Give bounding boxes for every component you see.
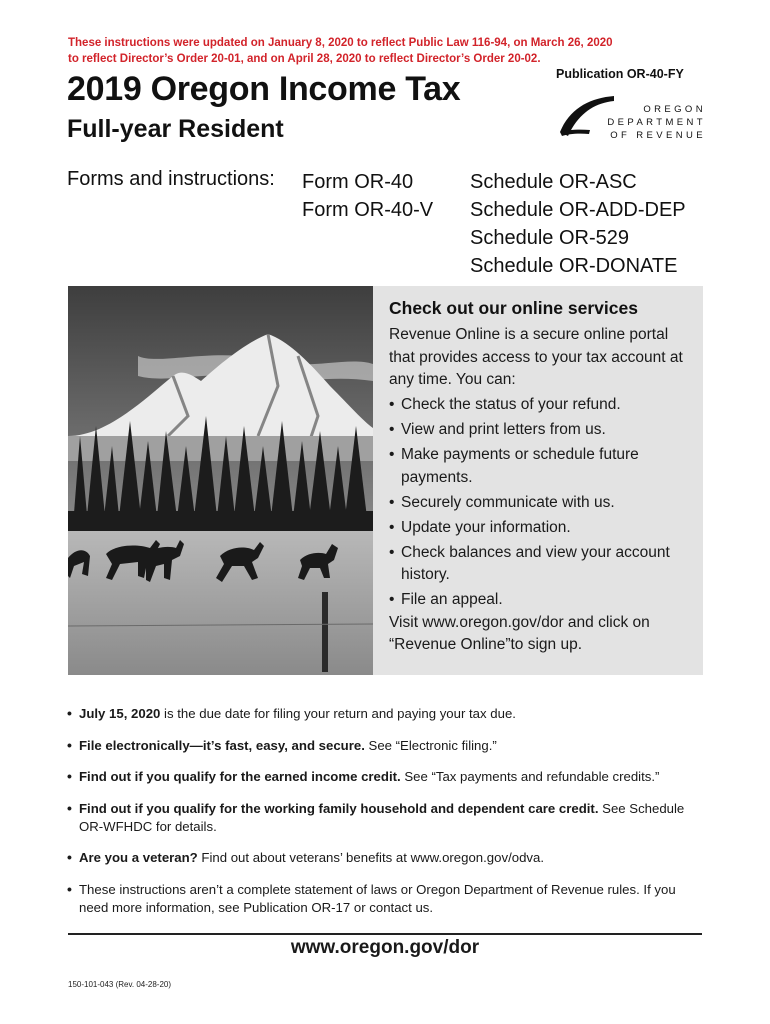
schedule-item: Schedule OR-ASC [470, 171, 637, 193]
bullet-icon: • [67, 768, 72, 784]
form-item: Form OR-40-V [302, 199, 434, 221]
bullet-icon: • [67, 799, 72, 816]
update-notice-line-1: These instructions were updated on January 8, 2020 to reflect Public Law 116-94, on March 26, 2020 [68, 37, 613, 49]
key-point [67, 705, 707, 723]
form-revision-code: 150-101-043 (Rev. 04-28-20) [68, 980, 172, 989]
list-item-text: File an appeal. [401, 591, 503, 608]
logo-line-2: DEPARTMENT [607, 117, 706, 128]
key-point-text: See “Electronic filing.” [364, 737, 497, 753]
key-point-bold: July 15, 2020 [79, 706, 161, 721]
oregon-revenue-logo-text [606, 103, 706, 142]
key-point-bold: Are you a veteran? [79, 850, 198, 865]
bullet-icon: • [67, 736, 72, 753]
bullet-icon: • [389, 421, 395, 438]
bullet-icon: • [67, 705, 72, 721]
logo-line-3: OF REVENUE [610, 130, 706, 141]
key-point [67, 737, 707, 755]
list-item [389, 394, 687, 417]
bullet-icon: • [389, 543, 395, 561]
key-point [67, 881, 707, 917]
page-subtitle: Full-year Resident [67, 115, 284, 143]
list-item-text: Update your information. [401, 518, 571, 536]
logo-line-1: OREGON [643, 104, 706, 115]
list-item [389, 419, 687, 442]
key-point-text: Find out about veterans’ benefits at www.oregon.gov/odva. [197, 850, 544, 865]
bullet-icon: • [389, 493, 395, 511]
photo-illustration [68, 286, 373, 675]
list-item-text: Make payments or schedule future payments. [401, 446, 639, 486]
schedules-list [470, 168, 686, 280]
bullet-icon: • [389, 591, 395, 608]
bullet-icon: • [67, 880, 72, 897]
list-item-text: Securely communicate with us. [401, 493, 615, 511]
key-point-bold: Find out if you qualify for the working family household and dependent care credit. [79, 800, 599, 816]
key-point-text: is the due date for filing your return and paying your tax due. [160, 706, 516, 721]
page-title: 2019 Oregon Income Tax [67, 70, 461, 108]
list-item [389, 589, 687, 612]
online-services-list [389, 394, 687, 612]
key-point-text: These instructions aren’t a complete statement of laws or Oregon Department of Revenue rules. If you need more information, see Publication OR-17 or contact us. [79, 881, 676, 915]
key-point-bold: File electronically—it’s fast, easy, and secure. [79, 737, 365, 753]
footer-divider [68, 933, 702, 935]
list-item [389, 444, 687, 489]
forms-label: Forms and instructions: [67, 168, 275, 190]
online-services-panel [373, 286, 703, 675]
list-item-text: View and print letters from us. [401, 421, 606, 438]
schedule-item: Schedule OR-DONATE [470, 255, 678, 277]
bullet-icon: • [389, 396, 395, 413]
list-item [389, 492, 687, 515]
online-services-intro: Revenue Online is a secure online portal that provides access to your tax account at any time. You can: [389, 326, 683, 388]
list-item [389, 542, 687, 587]
schedule-item: Schedule OR-529 [470, 227, 629, 249]
key-point [67, 768, 707, 786]
bullet-icon: • [389, 518, 395, 536]
bullet-icon: • [389, 446, 395, 463]
bullet-icon: • [67, 849, 72, 865]
key-point-bold: Find out if you qualify for the earned income credit. [79, 769, 401, 784]
footer-website-link[interactable]: www.oregon.gov/dor [290, 937, 480, 958]
online-services-outro: Visit www.oregon.gov/dor and click on “Revenue Online”to sign up. [389, 613, 650, 653]
key-point-text: See “Tax payments and refundable credits.” [400, 769, 660, 784]
update-notice-line-2: to reflect Director’s Order 20-01, and on April 28, 2020 to reflect Director’s Order 20-02. [68, 53, 541, 65]
list-item-text: Check balances and view your account history. [401, 543, 670, 583]
list-item-text: Check the status of your refund. [401, 396, 621, 413]
key-points-list [67, 705, 707, 930]
list-item [389, 517, 687, 540]
update-notice [68, 35, 668, 67]
key-point [67, 800, 707, 836]
key-point [67, 849, 707, 867]
online-services-title: Check out our online services [389, 298, 638, 318]
key-point-text: See Schedule OR-WFHDC for details. [79, 800, 685, 834]
publication-number: Publication OR-40-FY [556, 67, 684, 81]
forms-list [302, 168, 433, 224]
mountain-horses-photo [68, 286, 373, 675]
schedule-item: Schedule OR-ADD-DEP [470, 199, 686, 221]
form-item: Form OR-40 [302, 171, 414, 193]
